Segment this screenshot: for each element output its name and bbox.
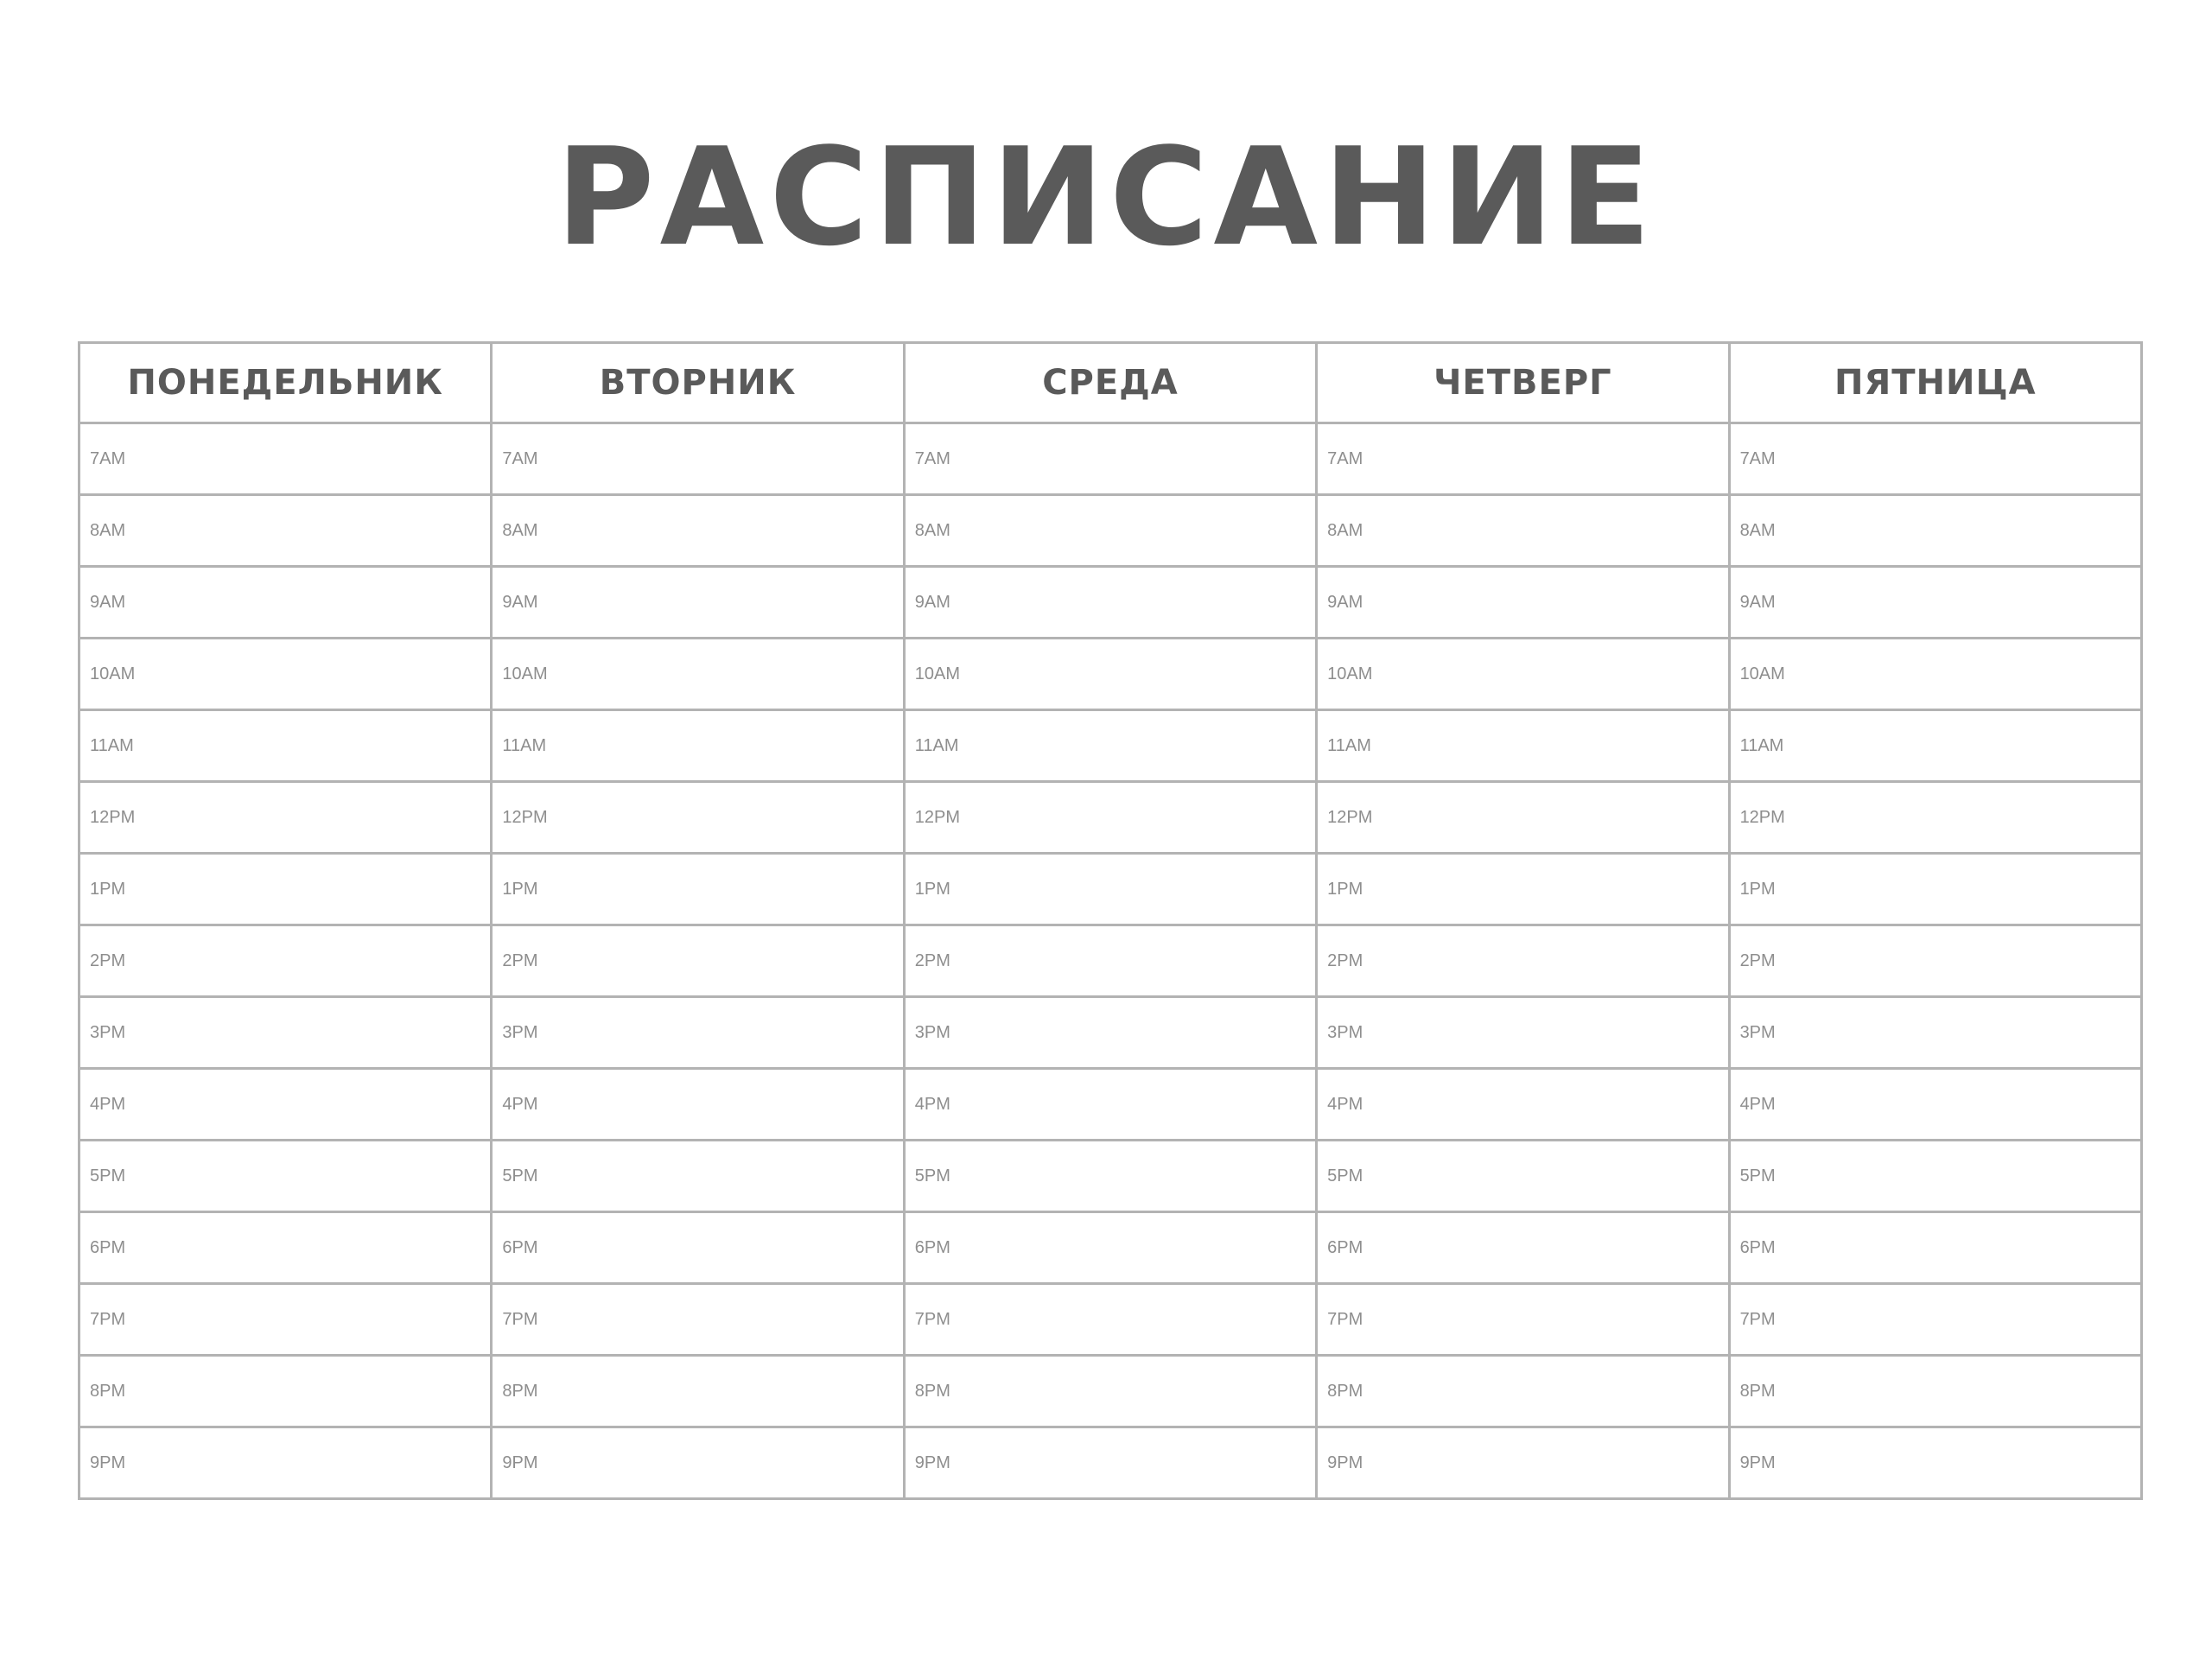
time-label: 2PM xyxy=(914,950,950,970)
time-slot-cell[interactable] xyxy=(492,1141,904,1212)
time-slot-cell[interactable] xyxy=(492,495,904,567)
time-label: 2PM xyxy=(1739,950,1776,970)
time-slot-cell[interactable] xyxy=(1729,1427,2141,1499)
time-label: 11AM xyxy=(1739,735,1784,755)
time-slot-cell[interactable] xyxy=(904,423,1316,495)
time-label: 2PM xyxy=(1327,950,1363,970)
time-label: 5PM xyxy=(1739,1166,1776,1185)
time-slot-cell[interactable] xyxy=(492,782,904,854)
time-slot-cell[interactable] xyxy=(79,925,492,997)
time-slot-cell[interactable] xyxy=(1317,423,1729,495)
time-label: 12PM xyxy=(1739,807,1785,827)
time-slot-cell[interactable] xyxy=(79,567,492,639)
time-label: 11AM xyxy=(90,735,134,755)
time-slot-cell[interactable] xyxy=(492,997,904,1069)
time-label: 7AM xyxy=(1739,448,1776,468)
time-label: 4PM xyxy=(1327,1094,1363,1114)
time-slot-cell[interactable] xyxy=(492,1069,904,1141)
time-label: 11AM xyxy=(1327,735,1371,755)
time-label: 6PM xyxy=(914,1237,950,1257)
time-label: 4PM xyxy=(90,1094,126,1114)
time-slot-cell[interactable] xyxy=(79,997,492,1069)
time-slot-cell[interactable] xyxy=(492,925,904,997)
time-slot-cell[interactable] xyxy=(79,1141,492,1212)
time-slot-cell[interactable] xyxy=(79,854,492,925)
time-label: 2PM xyxy=(90,950,126,970)
time-label: 9PM xyxy=(90,1452,126,1472)
time-slot-cell[interactable] xyxy=(1317,1141,1729,1212)
time-slot-cell[interactable] xyxy=(1729,1069,2141,1141)
time-slot-cell[interactable] xyxy=(79,423,492,495)
time-row xyxy=(79,1284,2142,1356)
time-slot-cell[interactable] xyxy=(79,1284,492,1356)
time-label: 8PM xyxy=(90,1381,126,1401)
time-row xyxy=(79,1212,2142,1284)
time-label: 4PM xyxy=(914,1094,950,1114)
time-label: 6PM xyxy=(1739,1237,1776,1257)
time-label: 8AM xyxy=(90,520,126,540)
time-label: 1PM xyxy=(914,879,950,899)
time-label: 7AM xyxy=(1327,448,1363,468)
time-label: 12PM xyxy=(502,807,548,827)
time-slot-cell[interactable] xyxy=(904,1284,1316,1356)
time-row xyxy=(79,782,2142,854)
time-label: 8PM xyxy=(1327,1381,1363,1401)
time-slot-cell[interactable] xyxy=(492,423,904,495)
time-label: 4PM xyxy=(502,1094,538,1114)
time-slot-cell[interactable] xyxy=(904,1427,1316,1499)
time-slot-cell[interactable] xyxy=(904,495,1316,567)
time-row xyxy=(79,854,2142,925)
time-slot-cell[interactable] xyxy=(79,1427,492,1499)
time-slot-cell[interactable] xyxy=(904,854,1316,925)
time-slot-cell[interactable] xyxy=(1317,567,1729,639)
time-label: 6PM xyxy=(502,1237,538,1257)
time-label: 10AM xyxy=(1327,664,1373,683)
time-label: 9PM xyxy=(914,1452,950,1472)
time-label: 9AM xyxy=(1739,592,1776,612)
time-label: 8PM xyxy=(502,1381,538,1401)
time-slot-cell[interactable] xyxy=(1729,495,2141,567)
time-slot-cell[interactable] xyxy=(1317,495,1729,567)
time-label: 7PM xyxy=(502,1309,538,1329)
time-row xyxy=(79,1069,2142,1141)
time-row xyxy=(79,639,2142,710)
time-label: 5PM xyxy=(1327,1166,1363,1185)
time-slot-cell[interactable] xyxy=(1317,1069,1729,1141)
time-row xyxy=(79,1356,2142,1427)
time-label: 10AM xyxy=(90,664,136,683)
schedule-body xyxy=(79,423,2142,1499)
time-label: 7PM xyxy=(1327,1309,1363,1329)
time-slot-cell[interactable] xyxy=(79,1356,492,1427)
time-label: 1PM xyxy=(90,879,126,899)
day-header: ВТОРНИК xyxy=(492,343,904,423)
time-slot-cell[interactable] xyxy=(1729,1284,2141,1356)
time-row xyxy=(79,1427,2142,1499)
time-slot-cell[interactable] xyxy=(904,639,1316,710)
time-label: 8AM xyxy=(1739,520,1776,540)
time-row xyxy=(79,925,2142,997)
time-label: 5PM xyxy=(90,1166,126,1185)
day-header: ЧЕТВЕРГ xyxy=(1317,343,1729,423)
time-label: 3PM xyxy=(1739,1022,1776,1042)
time-label: 5PM xyxy=(914,1166,950,1185)
time-slot-cell[interactable] xyxy=(1729,997,2141,1069)
time-label: 7PM xyxy=(90,1309,126,1329)
time-label: 8AM xyxy=(1327,520,1363,540)
time-slot-cell[interactable] xyxy=(1729,1356,2141,1427)
time-label: 4PM xyxy=(1739,1094,1776,1114)
time-slot-cell[interactable] xyxy=(1729,1212,2141,1284)
time-slot-cell[interactable] xyxy=(79,495,492,567)
time-slot-cell[interactable] xyxy=(1317,639,1729,710)
time-slot-cell[interactable] xyxy=(904,782,1316,854)
time-slot-cell[interactable] xyxy=(492,1356,904,1427)
page-title: РАСПИСАНИЕ xyxy=(556,118,1656,276)
time-label: 10AM xyxy=(914,664,961,683)
time-slot-cell[interactable] xyxy=(1317,854,1729,925)
time-row xyxy=(79,495,2142,567)
time-slot-cell[interactable] xyxy=(492,854,904,925)
time-slot-cell[interactable] xyxy=(904,710,1316,782)
time-label: 10AM xyxy=(1739,664,1785,683)
header-row xyxy=(79,343,2142,423)
time-label: 7PM xyxy=(1739,1309,1776,1329)
time-label: 12PM xyxy=(914,807,961,827)
time-label: 9PM xyxy=(1739,1452,1776,1472)
time-slot-cell[interactable] xyxy=(492,639,904,710)
day-header: ПОНЕДЕЛЬНИК xyxy=(79,343,492,423)
time-label: 7AM xyxy=(502,448,538,468)
time-label: 9AM xyxy=(502,592,538,612)
day-header: ПЯТНИЦА xyxy=(1729,343,2141,423)
time-row xyxy=(79,1141,2142,1212)
time-label: 8PM xyxy=(1739,1381,1776,1401)
time-label: 9PM xyxy=(1327,1452,1363,1472)
time-slot-cell[interactable] xyxy=(904,1356,1316,1427)
time-label: 3PM xyxy=(502,1022,538,1042)
time-row xyxy=(79,423,2142,495)
time-label: 8PM xyxy=(914,1381,950,1401)
time-label: 5PM xyxy=(502,1166,538,1185)
time-slot-cell[interactable] xyxy=(1317,925,1729,997)
time-slot-cell[interactable] xyxy=(1317,1212,1729,1284)
time-label: 11AM xyxy=(914,735,959,755)
time-slot-cell[interactable] xyxy=(79,1069,492,1141)
time-slot-cell[interactable] xyxy=(1729,1141,2141,1212)
time-label: 6PM xyxy=(90,1237,126,1257)
time-label: 1PM xyxy=(502,879,538,899)
time-row xyxy=(79,997,2142,1069)
time-label: 9AM xyxy=(90,592,126,612)
time-slot-cell[interactable] xyxy=(1729,854,2141,925)
time-slot-cell[interactable] xyxy=(492,1284,904,1356)
time-slot-cell[interactable] xyxy=(904,1212,1316,1284)
time-slot-cell[interactable] xyxy=(904,1069,1316,1141)
time-slot-cell[interactable] xyxy=(79,639,492,710)
time-slot-cell[interactable] xyxy=(904,997,1316,1069)
time-label: 6PM xyxy=(1327,1237,1363,1257)
time-label: 1PM xyxy=(1327,879,1363,899)
time-slot-cell[interactable] xyxy=(79,710,492,782)
time-label: 7AM xyxy=(90,448,126,468)
time-label: 9PM xyxy=(502,1452,538,1472)
time-label: 9AM xyxy=(1327,592,1363,612)
schedule-table xyxy=(78,341,2143,1500)
time-label: 7AM xyxy=(914,448,950,468)
time-slot-cell[interactable] xyxy=(492,567,904,639)
time-slot-cell[interactable] xyxy=(1317,710,1729,782)
time-slot-cell[interactable] xyxy=(1317,1284,1729,1356)
time-slot-cell[interactable] xyxy=(1729,567,2141,639)
time-slot-cell[interactable] xyxy=(1729,639,2141,710)
time-label: 3PM xyxy=(914,1022,950,1042)
time-slot-cell[interactable] xyxy=(1729,925,2141,997)
time-slot-cell[interactable] xyxy=(492,1427,904,1499)
time-slot-cell[interactable] xyxy=(904,1141,1316,1212)
time-label: 9AM xyxy=(914,592,950,612)
time-row xyxy=(79,567,2142,639)
time-label: 10AM xyxy=(502,664,548,683)
time-label: 2PM xyxy=(502,950,538,970)
time-slot-cell[interactable] xyxy=(1317,782,1729,854)
time-label: 12PM xyxy=(90,807,136,827)
time-label: 3PM xyxy=(1327,1022,1363,1042)
time-label: 1PM xyxy=(1739,879,1776,899)
time-slot-cell[interactable] xyxy=(1729,782,2141,854)
time-slot-cell[interactable] xyxy=(1729,423,2141,495)
time-label: 7PM xyxy=(914,1309,950,1329)
time-slot-cell[interactable] xyxy=(1317,997,1729,1069)
time-label: 11AM xyxy=(502,735,547,755)
time-label: 8AM xyxy=(914,520,950,540)
day-header: СРЕДА xyxy=(904,343,1316,423)
time-slot-cell[interactable] xyxy=(1317,1356,1729,1427)
time-slot-cell[interactable] xyxy=(904,925,1316,997)
time-slot-cell[interactable] xyxy=(1317,1427,1729,1499)
time-label: 12PM xyxy=(1327,807,1373,827)
time-slot-cell[interactable] xyxy=(79,1212,492,1284)
time-label: 3PM xyxy=(90,1022,126,1042)
time-label: 8AM xyxy=(502,520,538,540)
time-row xyxy=(79,710,2142,782)
time-slot-cell[interactable] xyxy=(79,782,492,854)
time-slot-cell[interactable] xyxy=(1729,710,2141,782)
time-slot-cell[interactable] xyxy=(492,710,904,782)
time-slot-cell[interactable] xyxy=(904,567,1316,639)
time-slot-cell[interactable] xyxy=(492,1212,904,1284)
